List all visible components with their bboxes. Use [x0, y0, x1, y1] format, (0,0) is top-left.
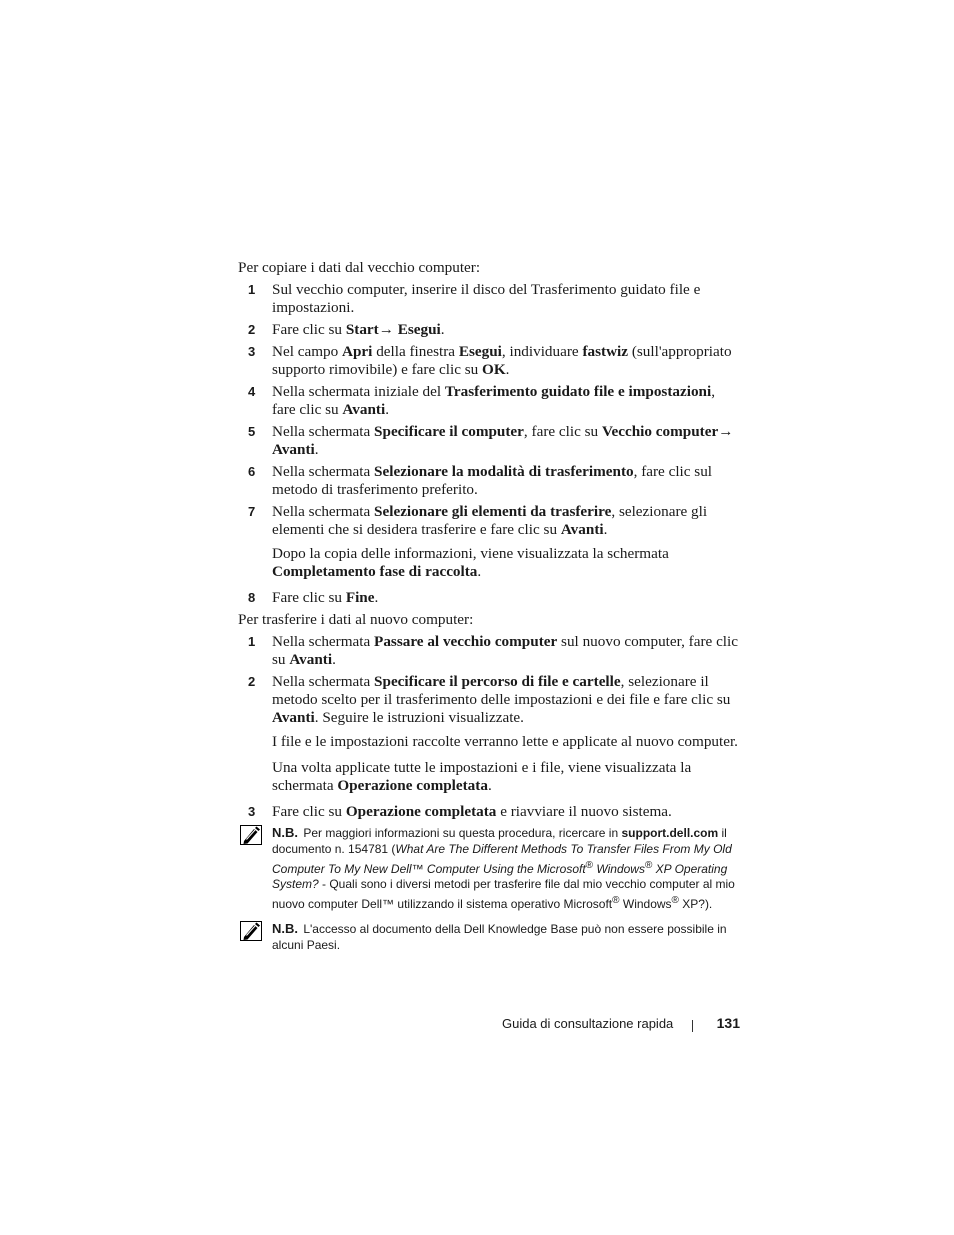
support-site: support.dell.com	[621, 826, 719, 840]
arrow-glyph: →	[718, 423, 734, 440]
step-text: Fare clic su Start→ Esegui.	[272, 321, 445, 338]
step-a7	[238, 503, 738, 539]
note-1: N.B. Per maggiori informazioni su questa procedura, ricercare in support.dell.com il documento n. 154781 (What Are The Different Methods To Transfer Files From My Old Computer To My New Dell™ Computer Using the Microsoft® Windows® XP Operating System? - Quali sono i diversi metodi per trasferire file dal mio vecchio computer al mio nuovo computer Dell™ utilizzando il sistema operativo Microsoft® Windows® XP?).	[238, 825, 738, 913]
step-a5	[238, 423, 738, 459]
step-a6	[238, 463, 738, 499]
step-a3	[238, 343, 738, 379]
ui-term: Avanti	[560, 521, 604, 538]
step-number: 1	[248, 634, 256, 649]
ui-term: Selezionare la modalità di trasferimento	[374, 463, 634, 480]
step-text: Nella schermata Specificare il computer, fare clic su Vecchio computer→ Avanti.	[272, 423, 734, 458]
ui-term: Passare al vecchio computer	[374, 633, 558, 650]
ui-term: Operazione completata	[337, 777, 488, 794]
pencil-note-icon	[240, 825, 262, 845]
note-2: N.B. L'accesso al documento della Dell Knowledge Base può non essere possibile in alcuni Paesi.	[238, 921, 738, 954]
step-text: Sul vecchio computer, inserire il disco del Trasferimento guidato file e impostazioni.	[272, 281, 701, 316]
pencil-note-icon	[240, 921, 262, 941]
step-number: 3	[248, 804, 256, 819]
ui-term: Apri	[342, 343, 373, 360]
ui-term: Avanti	[272, 709, 315, 726]
step-number: 4	[248, 384, 256, 399]
step-b2-followup-1: I file e le impostazioni raccolte verranno lette e applicate al nuovo computer.	[272, 733, 738, 750]
step-b3	[238, 803, 738, 821]
ui-term: Fine	[345, 589, 375, 606]
step-a8	[238, 589, 738, 607]
step-text: Nella schermata Selezionare la modalità di trasferimento, fare clic sul metodo di trasferimento preferito.	[272, 463, 713, 498]
ui-term: Avanti	[342, 401, 386, 418]
step-number: 5	[248, 424, 256, 439]
ui-term: Start	[345, 321, 379, 338]
footer-divider	[692, 1020, 693, 1032]
step-text: Nella schermata iniziale del Trasferimento guidato file e impostazioni, fare clic su Avanti.	[272, 383, 715, 418]
step-b2-followup-2: Una volta applicate tutte le impostazioni e i file, viene visualizzata la schermata Operazione completata.	[272, 759, 692, 794]
step-number: 1	[248, 282, 256, 297]
ui-term: Avanti	[289, 651, 333, 668]
step-text: Nella schermata Passare al vecchio computer sul nuovo computer, fare clic su Avanti.	[272, 633, 738, 668]
step-b2	[238, 673, 738, 727]
arrow-glyph: →	[378, 321, 398, 338]
ui-term: Avanti	[272, 441, 315, 458]
intro-copy-old: Per copiare i dati dal vecchio computer:	[238, 259, 481, 276]
page-content	[238, 259, 738, 962]
step-text: Nella schermata Specificare il percorso di file e cartelle, selezionare il metodo scelto per il trasferimento delle impostazioni e dei file e fare clic su Avanti. Seguire le istruzioni visualizzate.	[272, 673, 731, 726]
ui-term: OK	[482, 361, 506, 378]
step-text: Nella schermata Selezionare gli elementi da trasferire, selezionare gli elementi che si desidera trasferire e fare clic su Avanti.	[272, 503, 708, 538]
ui-term: Completamento fase di raccolta	[272, 563, 478, 580]
ui-term: fastwiz	[582, 343, 629, 360]
ui-term: Trasferimento guidato file e impostazioni	[444, 383, 712, 400]
step-text: Fare clic su Fine.	[272, 589, 379, 606]
step-text: Nel campo Apri della finestra Esegui, individuare fastwiz (sull'appropriato supporto rimovibile) e fare clic su OK.	[272, 343, 732, 378]
step-a7-followup: Dopo la copia delle informazioni, viene visualizzata la schermata Completamento fase di raccolta.	[272, 545, 669, 580]
intro-transfer-new: Per trasferire i dati al nuovo computer:	[238, 611, 474, 628]
footer-title: Guida di consultazione rapida	[502, 1016, 674, 1031]
step-number: 3	[248, 344, 256, 359]
ui-term: Specificare il percorso di file e cartelle	[374, 673, 621, 690]
ui-term: Esegui	[397, 321, 441, 338]
step-number: 2	[248, 322, 256, 337]
step-number: 2	[248, 674, 256, 689]
step-number: 7	[248, 504, 256, 519]
ui-term: Esegui	[458, 343, 502, 360]
step-b1	[238, 633, 738, 669]
ui-term: Operazione completata	[345, 803, 497, 820]
step-number: 6	[248, 464, 256, 479]
ui-term: Selezionare gli elementi da trasferire	[374, 503, 612, 520]
note-label: N.B.	[272, 920, 298, 936]
step-text: Fare clic su Operazione completata e riavviare il nuovo sistema.	[272, 803, 672, 820]
step-a1	[238, 281, 738, 317]
ui-term: Vecchio computer	[601, 423, 719, 440]
step-a2	[238, 321, 738, 339]
note-label: N.B.	[272, 825, 298, 840]
step-number: 8	[248, 590, 256, 605]
page-number: 131	[716, 1015, 740, 1031]
ui-term: Specificare il computer	[374, 423, 524, 440]
step-a4	[238, 383, 738, 419]
